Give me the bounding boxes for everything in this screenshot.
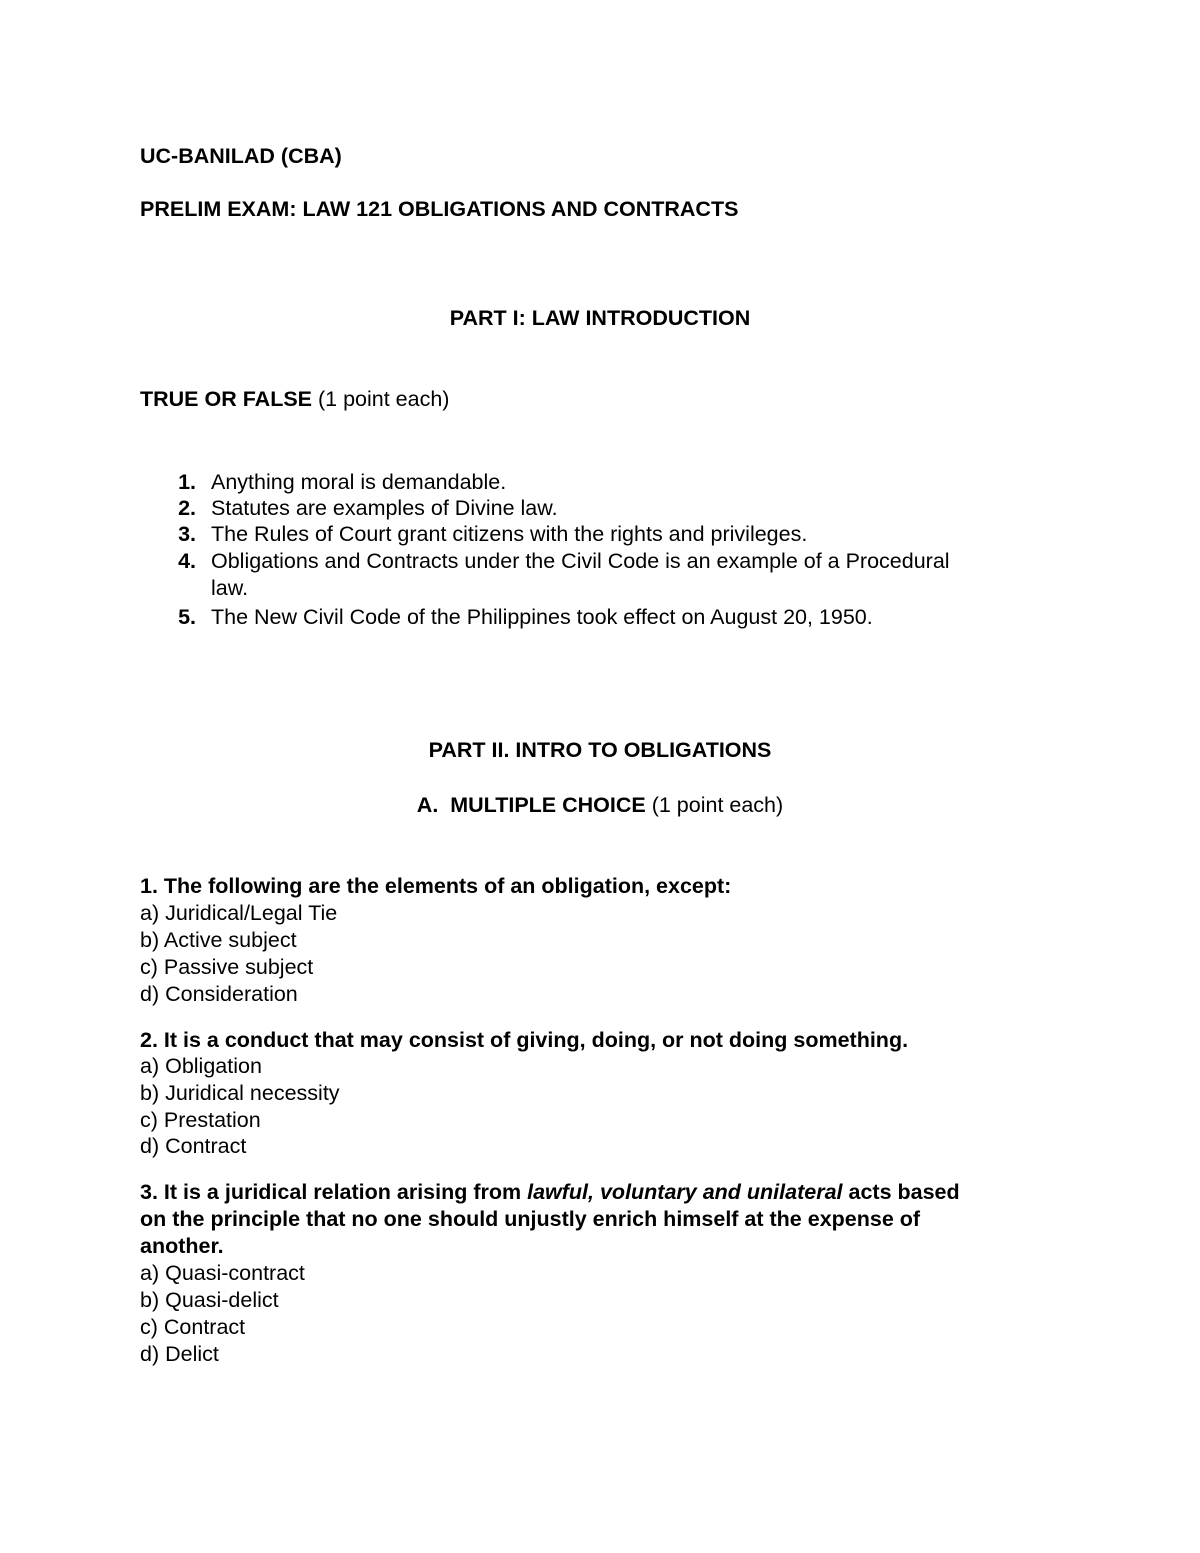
part2-section-heading [0,792,1200,819]
question-text-italic: lawful, voluntary and unilateral [527,1180,843,1204]
item-text-continuation: law. [211,576,249,600]
choice-d: d) Contract [140,1134,247,1158]
choice-c: c) Passive subject [140,955,314,979]
part2-section-points: (1 point each) [645,793,784,817]
question-text-post: acts based [842,1180,960,1204]
part1-section-title: TRUE OR FALSE [140,387,313,411]
question-text-line1 [140,1179,960,1206]
part1-section-heading [140,386,449,413]
item-text: Statutes are examples of Divine law. [211,496,558,520]
choice-d: d) Consideration [140,982,298,1006]
part1-section-points: (1 point each) [312,387,450,411]
item-number: 2. [178,496,196,520]
question-text-line2: on the principle that no one should unjustly enrich himself at the expense of [140,1207,921,1231]
choice-a: a) Juridical/Legal Tie [140,901,338,925]
part1-title: PART I: LAW INTRODUCTION [449,306,751,330]
school-name: UC-BANILAD (CBA) [140,144,342,168]
choice-b: b) Quasi-delict [140,1288,279,1312]
choice-d: d) Delict [140,1342,219,1366]
exam-title: PRELIM EXAM: LAW 121 OBLIGATIONS AND CONTRACTS [140,197,739,221]
part2-section-letter: A. [416,793,439,817]
choice-b: b) Active subject [140,928,297,952]
item-text: Anything moral is demandable. [211,470,507,494]
choice-a: a) Obligation [140,1054,262,1078]
item-number: 4. [178,549,196,573]
part2-title: PART II. INTRO TO OBLIGATIONS [428,738,772,762]
item-number: 3. [178,522,196,546]
choice-c: c) Prestation [140,1108,261,1132]
item-text: The New Civil Code of the Philippines took effect on August 20, 1950. [211,605,873,629]
item-number: 1. [178,470,196,494]
item-text: Obligations and Contracts under the Civil Code is an example of a Procedural [211,549,950,573]
choice-a: a) Quasi-contract [140,1261,305,1285]
item-number: 5. [178,605,196,629]
part2-section-title: MULTIPLE CHOICE [450,793,646,817]
item-text: The Rules of Court grant citizens with the rights and privileges. [211,522,808,546]
question-text-pre: 3. It is a juridical relation arising from [140,1180,528,1204]
question-text: 1. The following are the elements of an obligation, except: [140,874,732,898]
choice-b: b) Juridical necessity [140,1081,340,1105]
choice-c: c) Contract [140,1315,246,1339]
question-text: 2. It is a conduct that may consist of giving, doing, or not doing something. [140,1028,909,1052]
question-text-line3: another. [140,1234,224,1258]
